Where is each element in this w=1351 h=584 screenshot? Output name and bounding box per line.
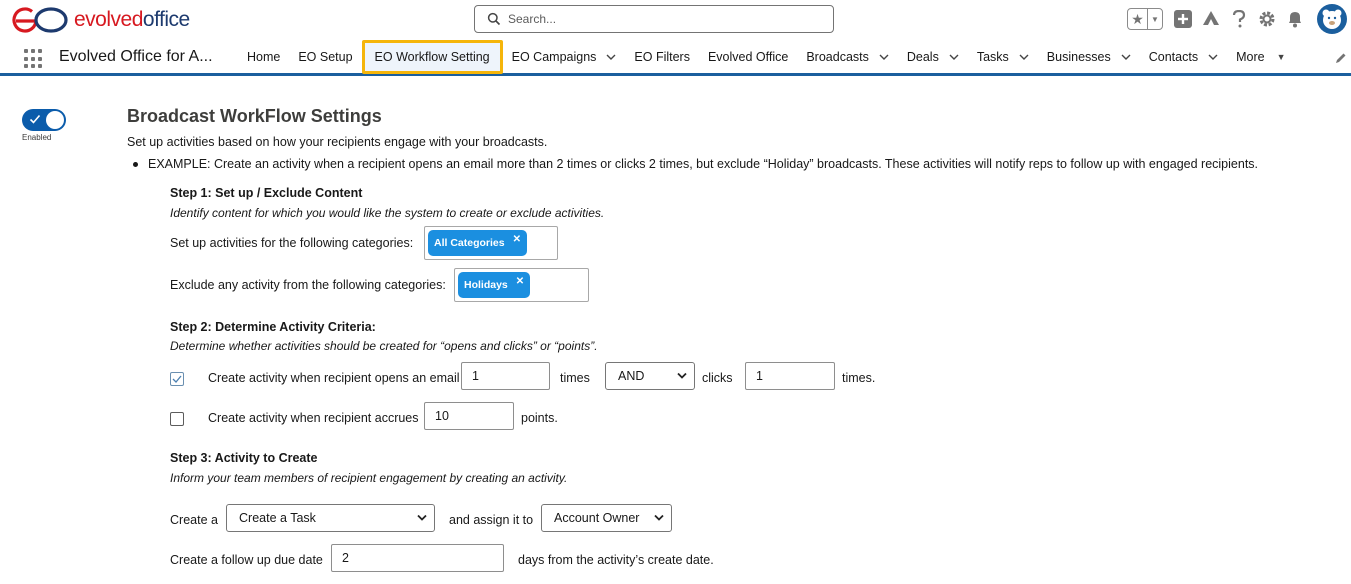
step3-description: Inform your team members of recipient engagement by creating an activity. — [170, 471, 568, 485]
global-actions-icon[interactable] — [1173, 9, 1193, 29]
tab-more[interactable] — [1227, 38, 1294, 76]
edit-nav-pencil-icon[interactable] — [1335, 52, 1347, 64]
caret-down-icon[interactable]: ▼ — [1151, 14, 1159, 24]
logo-wordmark — [74, 8, 190, 32]
tab-label: Broadcasts — [806, 50, 869, 64]
pill-label: All Categories — [434, 237, 505, 249]
assignee-value: Account Owner — [554, 511, 640, 525]
pill-label: Holidays — [464, 279, 508, 291]
app-navigation-bar — [0, 38, 1351, 76]
tab-label: Deals — [906, 50, 939, 64]
followup-end-label: days from the activity’s create date. — [518, 553, 714, 567]
chevron-down-icon — [654, 514, 664, 522]
assignee-select[interactable] — [541, 504, 672, 532]
operator-value: AND — [618, 369, 645, 383]
include-categories-field[interactable] — [424, 226, 558, 260]
chevron-down-icon[interactable] — [1019, 52, 1029, 62]
remove-pill-icon[interactable]: ✕ — [515, 275, 525, 287]
app-launcher-icon[interactable] — [24, 49, 44, 69]
chevron-down-icon[interactable] — [879, 52, 889, 62]
activity-type-value: Create a Task — [239, 511, 316, 525]
times-end-label: times. — [842, 371, 876, 385]
tab-evolved-office[interactable] — [699, 38, 797, 76]
search-icon — [487, 12, 501, 26]
notification-bell-icon[interactable] — [1285, 9, 1305, 29]
exclude-categories-field[interactable] — [454, 268, 589, 302]
chevron-down-icon[interactable] — [949, 52, 959, 62]
chevron-down-icon[interactable] — [1208, 52, 1218, 62]
operator-select[interactable] — [605, 362, 695, 390]
bear-avatar-icon — [1320, 7, 1344, 31]
app-name: Evolved Office for A... — [59, 48, 213, 65]
chevron-down-icon[interactable] — [1121, 52, 1131, 62]
eo-logo-icon — [12, 7, 70, 33]
tab-label: Contacts — [1148, 50, 1199, 64]
tab-label: Businesses — [1046, 50, 1111, 64]
nav-tabs — [238, 38, 1294, 76]
user-avatar[interactable] — [1317, 4, 1347, 34]
tab-label: EO Workflow Setting — [374, 50, 490, 64]
example-text: EXAMPLE: Create an activity when a recipient opens an email more than 2 times or clicks 2 times, but exclude “Holiday” broadcasts. These activities will notify reps to follow up with engaged recipients. — [148, 157, 1259, 171]
check-icon — [172, 374, 182, 384]
tab-eo-workflow-setting[interactable] — [362, 40, 503, 74]
toggle-knob — [46, 111, 64, 129]
evolved-office-logo[interactable] — [12, 6, 190, 34]
remove-pill-icon[interactable]: ✕ — [512, 233, 521, 245]
global-search[interactable] — [474, 5, 834, 33]
page-subtitle: Set up activities based on how your recipients engage with your broadcasts. — [127, 135, 548, 149]
activity-type-select[interactable] — [226, 504, 435, 532]
caret-down-icon: ▼ — [1276, 52, 1286, 62]
step1-description: Identify content for which you would like the system to create or exclude activities. — [170, 206, 605, 220]
points-checkbox[interactable] — [170, 412, 184, 426]
times-label: times — [560, 371, 590, 385]
opens-clicks-checkbox[interactable] — [170, 372, 184, 386]
exclude-categories-label: Exclude any activity from the following categories: — [170, 278, 446, 292]
opens-count-input[interactable] — [461, 362, 550, 390]
utility-icons — [1127, 3, 1351, 35]
create-label: Create a — [170, 513, 218, 527]
clicks-label: clicks — [702, 371, 733, 385]
check-icon — [29, 113, 41, 125]
tab-label: EO Filters — [634, 50, 690, 64]
example-bullet — [133, 157, 1258, 171]
assign-label: and assign it to — [449, 513, 534, 527]
chevron-down-icon — [417, 514, 427, 522]
tab-label: Home — [247, 50, 281, 64]
tab-eo-filters[interactable] — [625, 38, 699, 76]
logo-text-office: office — [142, 8, 190, 31]
tab-contacts[interactable] — [1140, 38, 1227, 76]
step1-title: Step 1: Set up / Exclude Content — [170, 186, 363, 200]
tab-label: Tasks — [976, 50, 1009, 64]
tab-label: EO Setup — [298, 50, 353, 64]
logo-text-evolved: evolved — [74, 8, 143, 31]
tab-eo-campaigns[interactable] — [503, 38, 626, 76]
page-title: Broadcast WorkFlow Settings — [127, 106, 382, 126]
toggle-label: Enabled — [22, 133, 52, 142]
points-input[interactable] — [424, 402, 514, 430]
tab-home[interactable] — [238, 38, 289, 76]
followup-days-input[interactable] — [331, 544, 504, 572]
favorites-button[interactable] — [1127, 8, 1163, 30]
chevron-down-icon — [677, 372, 687, 380]
include-categories-label: Set up activities for the following categories: — [170, 236, 414, 250]
chevron-down-icon[interactable] — [606, 52, 616, 62]
tab-businesses[interactable] — [1038, 38, 1140, 76]
tab-label: Evolved Office — [707, 50, 789, 64]
opens-label: Create activity when recipient opens an email — [208, 371, 460, 385]
star-icon[interactable]: ★ — [1128, 9, 1148, 29]
tab-label: EO Campaigns — [511, 50, 597, 64]
points-end-label: points. — [521, 411, 558, 425]
step2-description: Determine whether activities should be created for “opens and clicks” or “points”. — [170, 339, 598, 353]
tab-deals[interactable] — [898, 38, 968, 76]
tab-label: More — [1236, 50, 1265, 64]
global-header — [0, 0, 1351, 38]
tab-eo-setup[interactable] — [289, 38, 361, 76]
trailhead-icon[interactable] — [1201, 9, 1221, 29]
gear-icon[interactable] — [1257, 9, 1277, 29]
step3-title: Step 3: Activity to Create — [170, 451, 318, 465]
search-input[interactable] — [508, 12, 808, 26]
help-icon[interactable] — [1229, 9, 1249, 29]
followup-label: Create a follow up due date — [170, 553, 323, 567]
bullet-dot — [133, 162, 138, 167]
enabled-toggle[interactable] — [22, 109, 66, 131]
clicks-count-input[interactable] — [745, 362, 835, 390]
category-pill[interactable] — [458, 272, 530, 298]
enabled-toggle-group — [22, 109, 66, 142]
step2-title: Step 2: Determine Activity Criteria: — [170, 320, 376, 334]
tab-broadcasts[interactable] — [797, 38, 898, 76]
points-label: Create activity when recipient accrues — [208, 411, 419, 425]
category-pill[interactable] — [428, 230, 527, 256]
tab-tasks[interactable] — [968, 38, 1038, 76]
